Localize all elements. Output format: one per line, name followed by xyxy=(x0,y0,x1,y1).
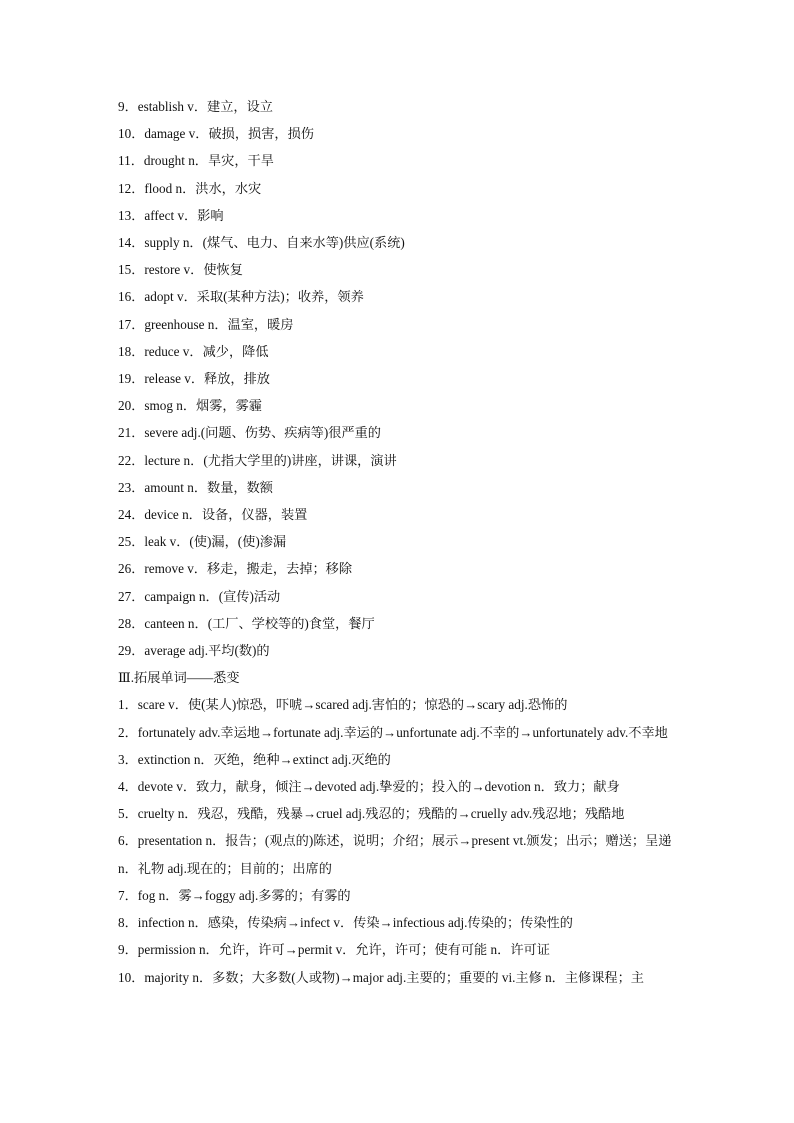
list-item: 22．lecture n．(尤指大学里的)讲座，讲课，演讲 xyxy=(118,452,397,468)
list-item: 11．drought n．旱灾，干旱 xyxy=(118,153,274,169)
list-item: 27．campaign n．(宣传)活动 xyxy=(118,588,281,604)
list-item: 23．amount n．数量，数额 xyxy=(118,479,273,495)
list-item: 2．fortunately adv.幸运地→fortunate adj.幸运的→unfortunate adj.不幸的→unfortunately adv.不幸地 xyxy=(118,724,668,740)
list-item: 29．average adj.平均(数)的 xyxy=(118,643,270,659)
list-item: 26．remove v．移走，搬走，去掉；移除 xyxy=(118,561,353,577)
list-item: 10．damage v．破损，损害，损伤 xyxy=(118,126,314,142)
list-item: 24．device n．设备，仪器，装置 xyxy=(118,507,308,523)
list-item: 21．severe adj.(问题、伤势、疾病等)很严重的 xyxy=(118,425,381,441)
list-item: 18．reduce v．减少，降低 xyxy=(118,343,269,359)
vocabulary-list xyxy=(118,93,680,991)
list-item: 10．majority n．多数；大多数(人或物)→major adj.主要的；重要的 vi.主修 n．主修课程；主 xyxy=(118,969,644,985)
list-item: 5．cruelty n．残忍，残酷，残暴→cruel adj.残忍的；残酷的→cruelly adv.残忍地；残酷地 xyxy=(118,806,625,822)
list-item: 12．flood n．洪水，水灾 xyxy=(118,180,262,196)
list-item: 8．infection n．感染，传染病→infect v．传染→infectious adj.传染的；传染性的 xyxy=(118,915,573,931)
list-item: 16．adopt v．采取(某种方法)；收养，领养 xyxy=(118,289,364,305)
list-item: 9．permission n．允许，许可→permit v．允许，许可；使有可能 n．许可证 xyxy=(118,942,550,958)
list-item: 3．extinction n．灭绝，绝种→extinct adj.灭绝的 xyxy=(118,751,391,767)
list-item: 9．establish v．建立，设立 xyxy=(118,99,273,114)
section-heading: Ⅲ.拓展单词——悉变 xyxy=(118,670,240,686)
list-item: 6．presentation n．报告；(观点的)陈述，说明；介绍；展示→present vt.颁发；出示；赠送；呈递 n．礼物 adj.现在的；目前的；出席的 xyxy=(118,833,672,876)
list-item: 1．scare v．使(某人)惊恐，吓唬→scared adj.害怕的；惊恐的→scary adj.恐怖的 xyxy=(118,697,568,713)
list-item: 4．devote v．致力，献身，倾注→devoted adj.挚爱的；投入的→devotion n．致力；献身 xyxy=(118,779,620,795)
list-item: 20．smog n．烟雾，雾霾 xyxy=(118,398,262,414)
list-item: 13．affect v．影响 xyxy=(118,207,224,223)
list-item: 14．supply n．(煤气、电力、自来水等)供应(系统) xyxy=(118,235,405,251)
list-item: 15．restore v．使恢复 xyxy=(118,262,243,278)
list-item: 7．fog n．雾→foggy adj.多雾的；有雾的 xyxy=(118,887,351,903)
list-item: 28．canteen n．(工厂、学校等的)食堂，餐厅 xyxy=(118,615,375,631)
list-item: 25．leak v．(使)漏，(使)渗漏 xyxy=(118,534,287,550)
list-item: 19．release v．释放，排放 xyxy=(118,371,270,387)
list-item: 17．greenhouse n．温室，暖房 xyxy=(118,316,294,332)
